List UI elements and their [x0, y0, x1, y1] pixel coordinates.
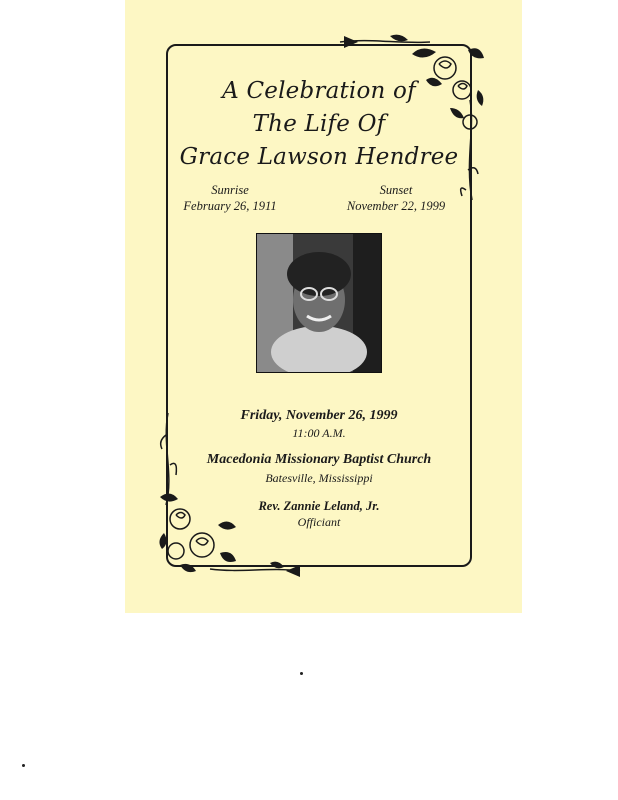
sunset-label: Sunset [379, 183, 413, 197]
portrait-photo [256, 233, 382, 373]
sunrise-date: February 26, 1911 [183, 199, 277, 213]
officiant-name: Rev. Zannie Leland, Jr. [258, 499, 380, 513]
sunrise-label: Sunrise [211, 183, 249, 197]
title-line-2: The Life Of [252, 111, 386, 137]
church-location: Batesville, Mississippi [265, 471, 373, 485]
title-line-1: A Celebration of [222, 78, 416, 104]
church-name: Macedonia Missionary Baptist Church [206, 452, 432, 467]
scan-speck [22, 764, 25, 767]
service-date: Friday, November 26, 1999 [240, 408, 398, 423]
title-line-3: Grace Lawson Hendree [179, 144, 459, 170]
sunset-date: November 22, 1999 [346, 199, 446, 213]
scan-speck [300, 672, 303, 675]
service-time: 11:00 A.M. [292, 426, 346, 440]
officiant-title: Officiant [297, 515, 341, 529]
